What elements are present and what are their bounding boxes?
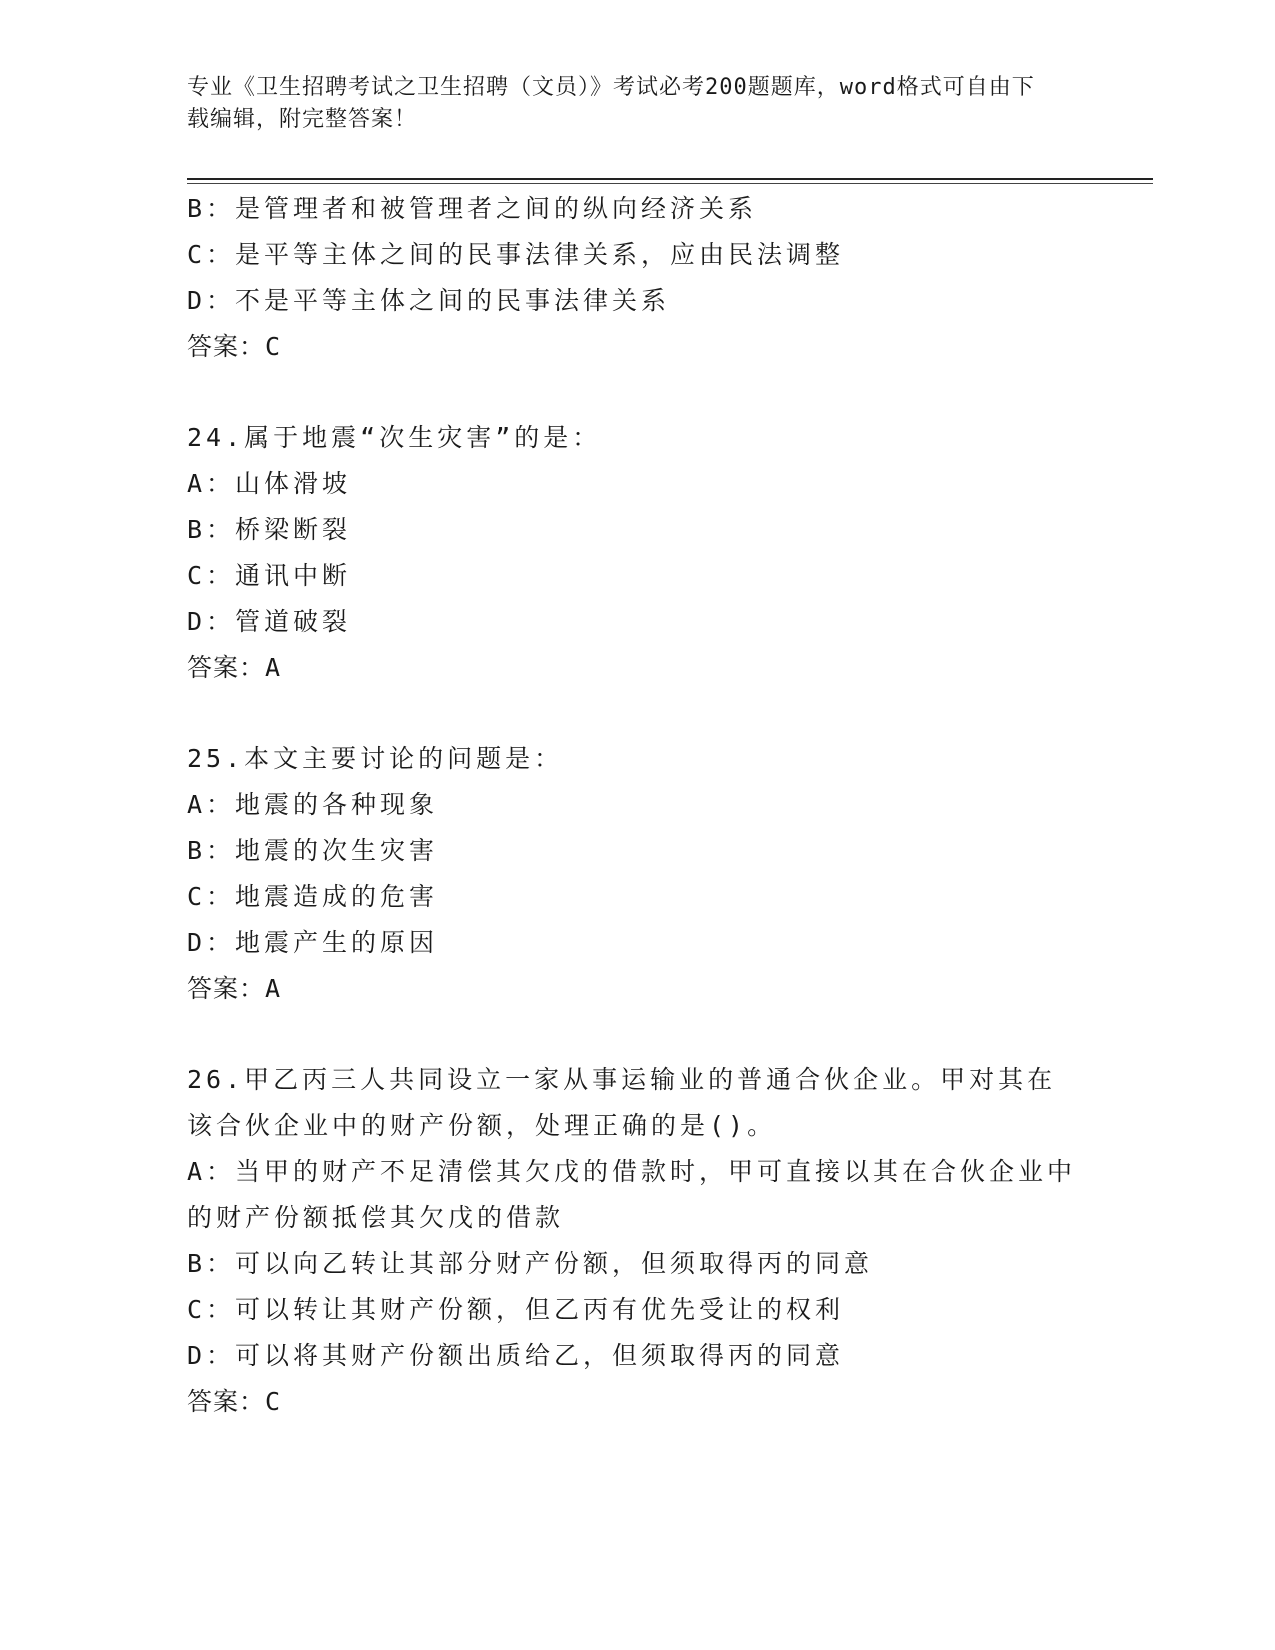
option-d: D：地震产生的原因 xyxy=(187,928,439,957)
question-gap xyxy=(187,370,1077,415)
question-gap xyxy=(187,691,1077,736)
option-b: B：可以向乙转让其部分财产份额，但须取得丙的同意 xyxy=(187,1249,874,1278)
question-block-24 xyxy=(187,415,1077,691)
header-rule-thin xyxy=(187,183,1153,184)
question-block-23 xyxy=(187,186,1077,370)
question-stem: 26.甲乙丙三人共同设立一家从事运输业的普通合伙企业。甲对其在该合伙企业中的财产份额，处理正确的是()。 xyxy=(187,1065,1057,1140)
answer-line: 答案：C xyxy=(187,332,282,361)
answer-line: 答案：C xyxy=(187,1387,282,1416)
document-header: 专业《卫生招聘考试之卫生招聘（文员）》考试必考200题题库，word格式可自由下载编辑，附完整答案！ xyxy=(187,75,1035,132)
option-d: D：管道破裂 xyxy=(187,607,352,636)
option-a: A：地震的各种现象 xyxy=(187,790,439,819)
option-b: B：地震的次生灾害 xyxy=(187,836,439,865)
question-list xyxy=(187,186,1077,1425)
option-a: A：当甲的财产不足清偿其欠戊的借款时，甲可直接以其在合伙企业中的财产份额抵偿其欠戊的借款 xyxy=(187,1157,1077,1232)
answer-line: 答案：A xyxy=(187,974,282,1003)
question-block-25 xyxy=(187,736,1077,1012)
option-c: C：通讯中断 xyxy=(187,561,352,590)
option-c: C：地震造成的危害 xyxy=(187,882,439,911)
option-d: D：可以将其财产份额出质给乙，但须取得丙的同意 xyxy=(187,1341,845,1370)
header-rule-thick xyxy=(187,178,1153,180)
answer-line: 答案：A xyxy=(187,653,282,682)
question-block-26 xyxy=(187,1057,1077,1425)
question-gap xyxy=(187,1012,1077,1057)
option-b: B：是管理者和被管理者之间的纵向经济关系 xyxy=(187,194,758,223)
option-b: B：桥梁断裂 xyxy=(187,515,352,544)
option-d: D：不是平等主体之间的民事法律关系 xyxy=(187,286,671,315)
question-stem: 25.本文主要讨论的问题是： xyxy=(187,744,564,773)
option-c: C：可以转让其财产份额，但乙丙有优先受让的权利 xyxy=(187,1295,845,1324)
option-a: A：山体滑坡 xyxy=(187,469,352,498)
question-stem: 24.属于地震“次生灾害”的是： xyxy=(187,423,602,452)
option-c: C：是平等主体之间的民事法律关系，应由民法调整 xyxy=(187,240,845,269)
